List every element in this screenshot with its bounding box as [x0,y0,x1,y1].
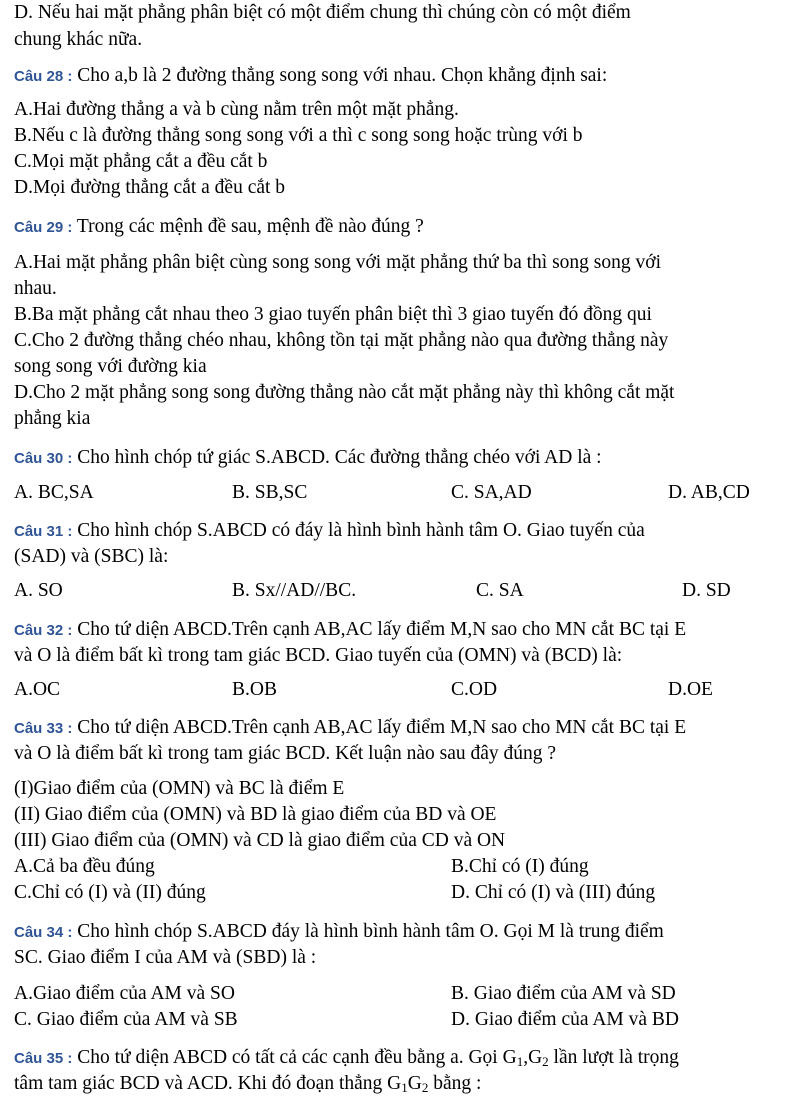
question-33-statement-2: (II) Giao điểm của (OMN) và BD là giao điểm của BD và OE [14,804,497,825]
question-30-stem [14,445,602,472]
question-31-stem-line-2: (SAD) và (SBC) là: [14,546,169,567]
question-34-option-c: C. Giao điểm của AM và SB [14,1009,238,1030]
question-33-label: Câu 33 : [14,720,73,737]
question-33-option-b: B.Chỉ có (I) đúng [451,856,589,877]
question-33-stem-line-2: và O là điểm bất kì trong tam giác BCD. Kết luận nào sau đây đúng ? [14,743,557,764]
question-32-option-d: D.OE [668,679,713,700]
question-29-text: Trong các mệnh đề sau, mệnh đề nào đúng ? [76,216,424,237]
question-29-stem [14,214,424,241]
question-28-label: Câu 28 : [14,68,73,85]
question-35-label: Câu 35 : [14,1050,73,1067]
question-33-text: Cho tứ diện ABCD.Trên cạnh AB,AC lấy điểm M,N sao cho MN cắt BC tại E [77,717,687,738]
question-33-option-a: A.Cả ba đều đúng [14,856,155,877]
question-35-stem-line-2 [14,1071,481,1097]
question-29-option-b: B.Ba mặt phẳng cắt nhau theo 3 giao tuyến phân biệt thì 3 giao tuyến đó đồng qui [14,304,652,325]
question-33-stem-line-1 [14,715,686,742]
question-32-text: Cho tứ diện ABCD.Trên cạnh AB,AC lấy điểm M,N sao cho MN cắt BC tại E [77,619,687,640]
question-35-text-b: lần lượt là trọng [548,1047,679,1068]
question-33-statement-1: (I)Giao điểm của (OMN) và BC là điểm E [14,778,345,799]
question-31-label: Câu 31 : [14,523,73,540]
question-34-option-d: D. Giao điểm của AM và BD [451,1009,680,1030]
question-35-text-d: bằng : [428,1073,482,1094]
question-30-option-a: A. BC,SA [14,482,94,503]
question-32-option-c: C.OD [451,679,498,700]
question-29-option-d-line-2: phẳng kia [14,408,91,429]
question-29-option-c-line-1: C.Cho 2 đường thẳng chéo nhau, không tồn tại mặt phẳng nào qua đường thẳng này [14,330,669,351]
question-31-text: Cho hình chóp S.ABCD có đáy là hình bình hành tâm O. Giao tuyến của [77,520,645,541]
question-31-option-c: C. SA [476,580,524,601]
question-28-option-a: A.Hai đường thẳng a và b cùng nằm trên một mặt phẳng. [14,99,459,120]
question-34-option-a: A.Giao điểm của AM và SO [14,983,235,1004]
subscript-1: 1 [516,1054,524,1069]
question-35-comma: ,G [523,1047,543,1068]
question-32-option-b: B.OB [232,679,277,700]
question-35-text-c: tâm tam giác BCD và ACD. Khi đó đoạn thẳng G [14,1073,402,1094]
subscript-2: 2 [542,1054,549,1069]
intro-line-1: D. Nếu hai mặt phẳng phân biệt có một điểm chung thì chúng còn có một điểm [14,2,631,23]
question-32-label: Câu 32 : [14,622,73,639]
question-34-stem-line-2: SC. Giao điểm I của AM và (SBD) là : [14,947,317,968]
question-28-option-d: D.Mọi đường thẳng cắt a đều cắt b [14,177,286,198]
question-33-option-d: D. Chỉ có (I) và (III) đúng [451,882,656,903]
subscript-2b: 2 [421,1080,429,1095]
question-31-option-a: A. SO [14,580,63,601]
question-34-stem-line-1 [14,919,664,946]
question-30-label: Câu 30 : [14,450,73,467]
question-28-option-c: C.Mọi mặt phẳng cắt a đều cắt b [14,151,268,172]
question-35-stem-line-1 [14,1045,679,1072]
question-29-option-d-line-1: D.Cho 2 mặt phẳng song song đường thẳng nào cắt mặt phẳng này thì không cắt mặt [14,382,675,403]
question-30-option-b: B. SB,SC [232,482,308,503]
question-28-option-b: B.Nếu c là đường thẳng song song với a thì c song song hoặc trùng với b [14,125,583,146]
question-31-stem-line-1 [14,518,645,545]
question-35-text-a: Cho tứ diện ABCD có tất cả các cạnh đều bằng a. Gọi G [77,1047,517,1068]
question-32-option-a: A.OC [14,679,61,700]
question-29-option-a-line-2: nhau. [14,278,57,299]
question-30-option-d: D. AB,CD [668,482,750,503]
intro-line-2: chung khác nữa. [14,29,143,50]
subscript-1b: 1 [401,1080,408,1095]
question-34-text: Cho hình chóp S.ABCD đáy là hình bình hành tâm O. Gọi M là trung điểm [77,921,664,942]
question-31-option-d: D. SD [682,580,731,601]
question-31-option-b: B. Sx//AD//BC. [232,580,357,601]
question-30-text: Cho hình chóp tứ giác S.ABCD. Các đường thẳng chéo với AD là : [77,447,602,468]
question-29-option-a-line-1: A.Hai mặt phẳng phân biệt cùng song song với mặt phẳng thứ ba thì song song với [14,252,661,273]
question-32-stem-line-1 [14,617,686,644]
question-33-option-c: C.Chỉ có (I) và (II) đúng [14,882,206,903]
question-30-option-c: C. SA,AD [451,482,532,503]
question-34-label: Câu 34 : [14,924,73,941]
question-33-statement-3: (III) Giao điểm của (OMN) và CD là giao điểm của CD và ON [14,830,506,851]
question-28-text: Cho a,b là 2 đường thẳng song song với nhau. Chọn khẳng định sai: [77,65,608,86]
question-29-option-c-line-2: song song với đường kia [14,356,207,377]
question-29-label: Câu 29 : [14,219,73,236]
question-32-stem-line-2: và O là điểm bất kì trong tam giác BCD. Giao tuyến của (OMN) và (BCD) là: [14,645,623,666]
question-28-stem [14,63,607,90]
question-35-g: G [407,1073,422,1094]
question-34-option-b: B. Giao điểm của AM và SD [451,983,676,1004]
